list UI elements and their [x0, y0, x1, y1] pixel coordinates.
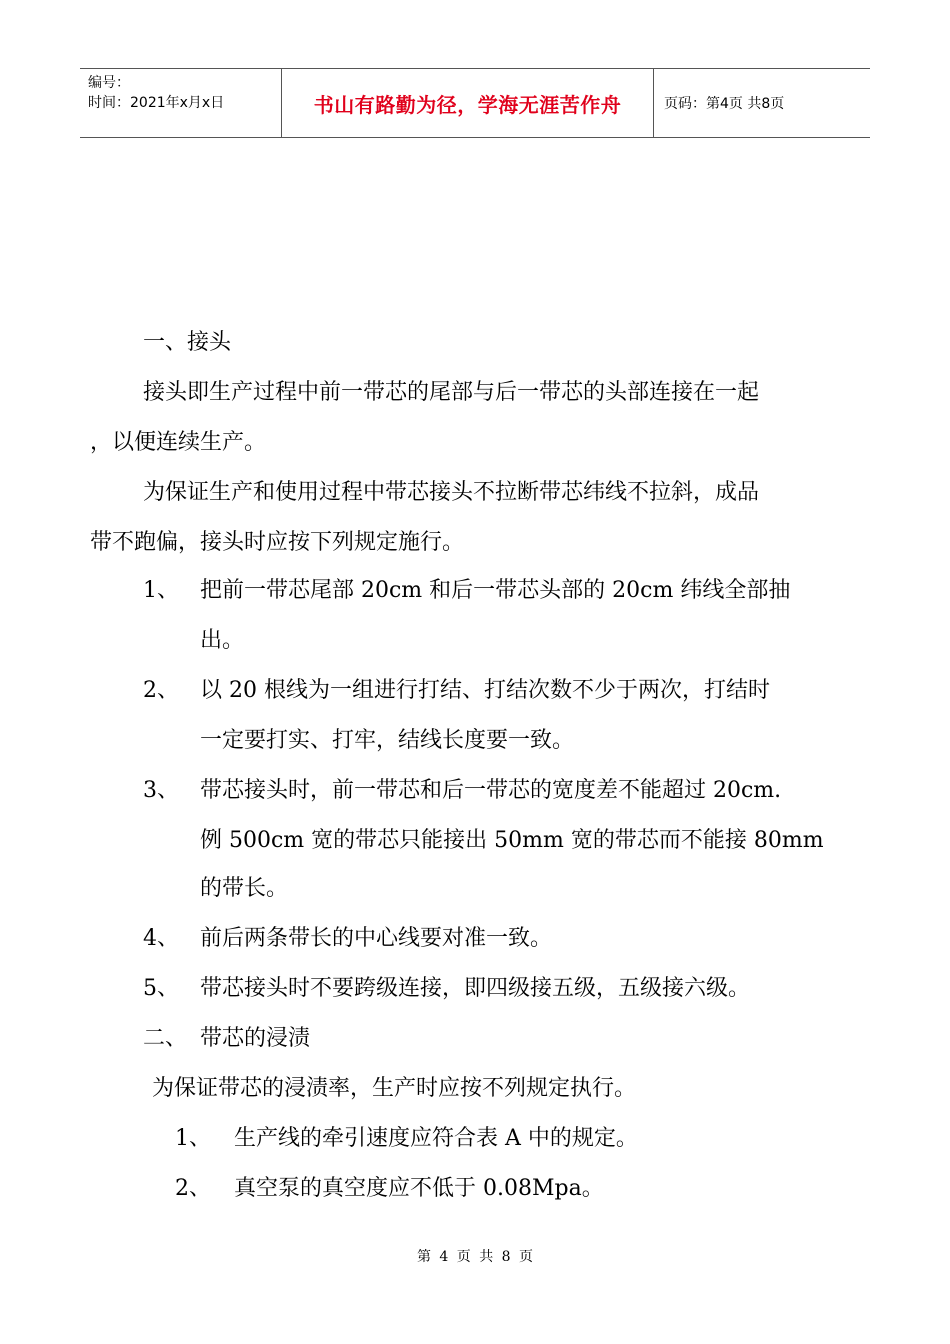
section-heading-2: 带芯的浸渍: [200, 1026, 311, 1051]
paragraph-1-line-2: ，以便连续生产。: [90, 430, 267, 455]
page-header: [80, 68, 870, 138]
list-item-number: 2、: [143, 678, 179, 703]
list-item-text: 一定要打实、打牢，结线长度要一致。: [200, 728, 575, 753]
sub-list-item-text: 生产线的牵引速度应符合表 A 中的规定。: [234, 1126, 638, 1151]
list-item-number: 5、: [143, 976, 179, 1001]
sub-list-item-number: 2、: [175, 1176, 211, 1201]
section-heading-2-number: 二、: [143, 1026, 188, 1051]
paragraph-1-line-1: 接头即生产过程中前一带芯的尾部与后一带芯的头部连接在一起: [143, 380, 760, 405]
list-item-text: 例 500cm 宽的带芯只能接出 50mm 宽的带芯而不能接 80mm: [200, 828, 824, 853]
sub-list-item-number: 1、: [175, 1126, 211, 1151]
list-item-text: 以 20 根线为一组进行打结、打结次数不少于两次，打结时: [200, 678, 770, 703]
header-meta: [80, 69, 282, 137]
header-page-info: 页码：第4页 共8页: [664, 96, 785, 112]
list-item-number: 3、: [143, 778, 179, 803]
list-item-text: 带芯接头时，前一带芯和后一带芯的宽度差不能超过 20cm.: [200, 778, 782, 803]
list-item-text: 把前一带芯尾部 20cm 和后一带芯头部的 20cm 纬线全部抽: [200, 578, 791, 603]
section-heading-1: 一、接头: [143, 330, 232, 355]
paragraph-2-line-2: 带不跑偏，接头时应按下列规定施行。: [90, 530, 465, 555]
paragraph-2-line-1: 为保证生产和使用过程中带芯接头不拉断带芯纬线不拉斜，成品: [143, 480, 760, 505]
doc-code-label: 编号：: [88, 75, 130, 91]
list-item-text: 前后两条带长的中心线要对准一致。: [200, 926, 553, 951]
doc-time: 时间：2021年x月x日: [88, 95, 225, 111]
list-item-number: 1、: [143, 578, 179, 603]
list-item-text: 的带长。: [200, 876, 289, 901]
list-item-text: 带芯接头时不要跨级连接，即四级接五级，五级接六级。: [200, 976, 751, 1001]
list-item-text: 出。: [200, 628, 245, 653]
page-footer: 第 4 页 共 8 页: [416, 1249, 534, 1265]
list-item-number: 4、: [143, 926, 179, 951]
sub-list-item-text: 真空泵的真空度应不低于 0.08Mpa。: [234, 1176, 604, 1201]
paragraph-3: 为保证带芯的浸渍率，生产时应按不列规定执行。: [152, 1076, 637, 1101]
header-motto: 书山有路勤为径，学海无涯苦作舟: [282, 69, 654, 137]
